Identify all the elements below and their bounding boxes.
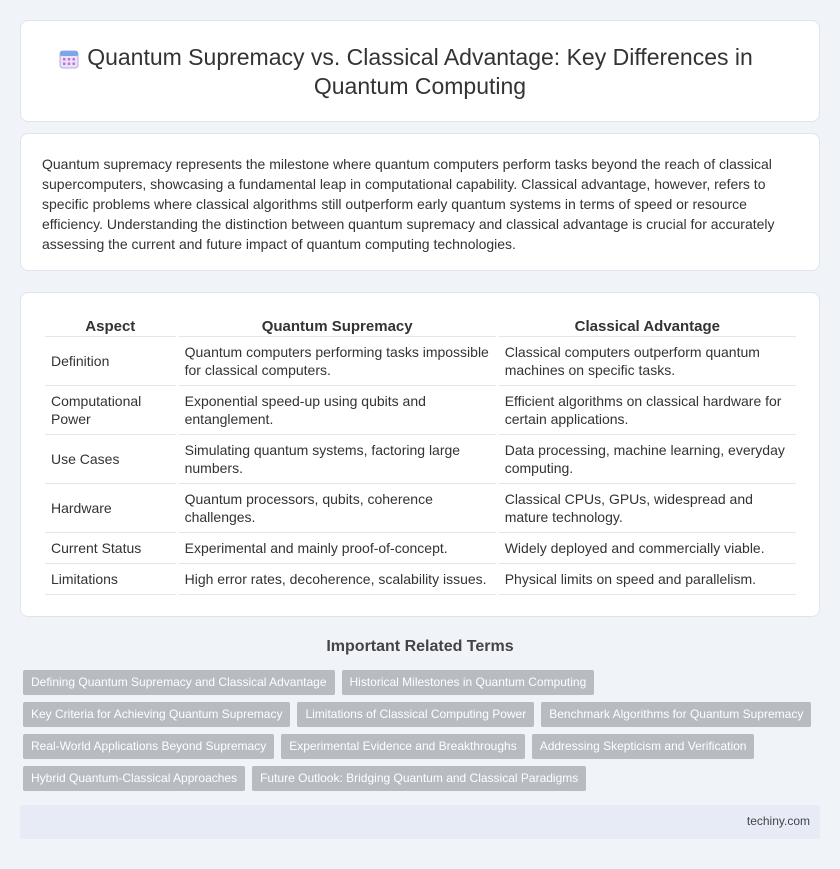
related-term-tag[interactable]: Hybrid Quantum-Classical Approaches xyxy=(23,766,245,791)
table-cell: Use Cases xyxy=(45,435,176,484)
related-term-tag[interactable]: Future Outlook: Bridging Quantum and Classical Paradigms xyxy=(252,766,586,791)
related-terms-heading: Important Related Terms xyxy=(326,638,514,655)
footer-site-link[interactable]: techiny.com xyxy=(746,814,810,828)
table-row xyxy=(45,484,796,533)
intro-card xyxy=(20,133,820,271)
related-term-tag[interactable]: Benchmark Algorithms for Quantum Supremacy xyxy=(541,702,811,727)
table-cell: Physical limits on speed and parallelism. xyxy=(499,564,796,595)
tag-row xyxy=(23,734,823,759)
header xyxy=(21,43,819,101)
related-term-tag[interactable]: Experimental Evidence and Breakthroughs xyxy=(281,734,524,759)
table-cell: Current Status xyxy=(45,533,176,564)
table-row xyxy=(45,564,796,595)
table-cell: Quantum processors, qubits, coherence challenges. xyxy=(179,484,496,533)
related-term-tag[interactable]: Historical Milestones in Quantum Computing xyxy=(342,670,595,695)
column-header-classical-advantage: Classical Advantage xyxy=(499,315,796,337)
column-header-aspect: Aspect xyxy=(45,315,176,337)
table-row xyxy=(45,533,796,564)
table-cell: Computational Power xyxy=(45,386,176,435)
table-cell: Quantum computers performing tasks impossible for classical computers. xyxy=(179,337,496,386)
comparison-table xyxy=(42,315,799,595)
table-cell: Simulating quantum systems, factoring large numbers. xyxy=(179,435,496,484)
related-terms-list xyxy=(23,670,823,798)
table-cell: Definition xyxy=(45,337,176,386)
table-cell: Exponential speed-up using qubits and entanglement. xyxy=(179,386,496,435)
related-term-tag[interactable]: Addressing Skepticism and Verification xyxy=(532,734,755,759)
table-cell: Experimental and mainly proof-of-concept. xyxy=(179,533,496,564)
footer xyxy=(20,805,820,839)
column-header-quantum-supremacy: Quantum Supremacy xyxy=(179,315,496,337)
table-cell: Efficient algorithms on classical hardware for certain applications. xyxy=(499,386,796,435)
intro-paragraph: Quantum supremacy represents the milestone where quantum computers perform tasks beyond the reach of classical supercomputers, showcasing a fundamental leap in computational capability. Classical advantage, however, refers to specific problems where classical algorithms still outperform early quantum systems in terms of speed or resource efficiency. Understanding the distinction between quantum supremacy and classical advantage is crucial for accurately assessing the current and future impact of quantum computing technologies. xyxy=(42,156,775,252)
page-title: Quantum Supremacy vs. Classical Advantage: Key Differences in Quantum Computing xyxy=(87,44,753,99)
table-cell: Classical CPUs, GPUs, widespread and mature technology. xyxy=(499,484,796,533)
table-cell: High error rates, decoherence, scalability issues. xyxy=(179,564,496,595)
tag-row xyxy=(23,670,823,695)
calendar-grid-icon xyxy=(57,47,81,71)
related-term-tag[interactable]: Limitations of Classical Computing Power xyxy=(297,702,534,727)
table-cell: Classical computers outperform quantum machines on specific tasks. xyxy=(499,337,796,386)
table-cell: Data processing, machine learning, everyday computing. xyxy=(499,435,796,484)
tag-row xyxy=(23,766,823,791)
table-row xyxy=(45,386,796,435)
comparison-card xyxy=(20,292,820,617)
table-cell: Limitations xyxy=(45,564,176,595)
table-row xyxy=(45,435,796,484)
related-term-tag[interactable]: Defining Quantum Supremacy and Classical Advantage xyxy=(23,670,335,695)
header-card xyxy=(20,20,820,122)
related-term-tag[interactable]: Real-World Applications Beyond Supremacy xyxy=(23,734,274,759)
related-term-tag[interactable]: Key Criteria for Achieving Quantum Supremacy xyxy=(23,702,290,727)
tag-row xyxy=(23,702,823,727)
table-cell: Widely deployed and commercially viable. xyxy=(499,533,796,564)
table-header-row xyxy=(45,315,796,337)
table-cell: Hardware xyxy=(45,484,176,533)
table-row xyxy=(45,337,796,386)
